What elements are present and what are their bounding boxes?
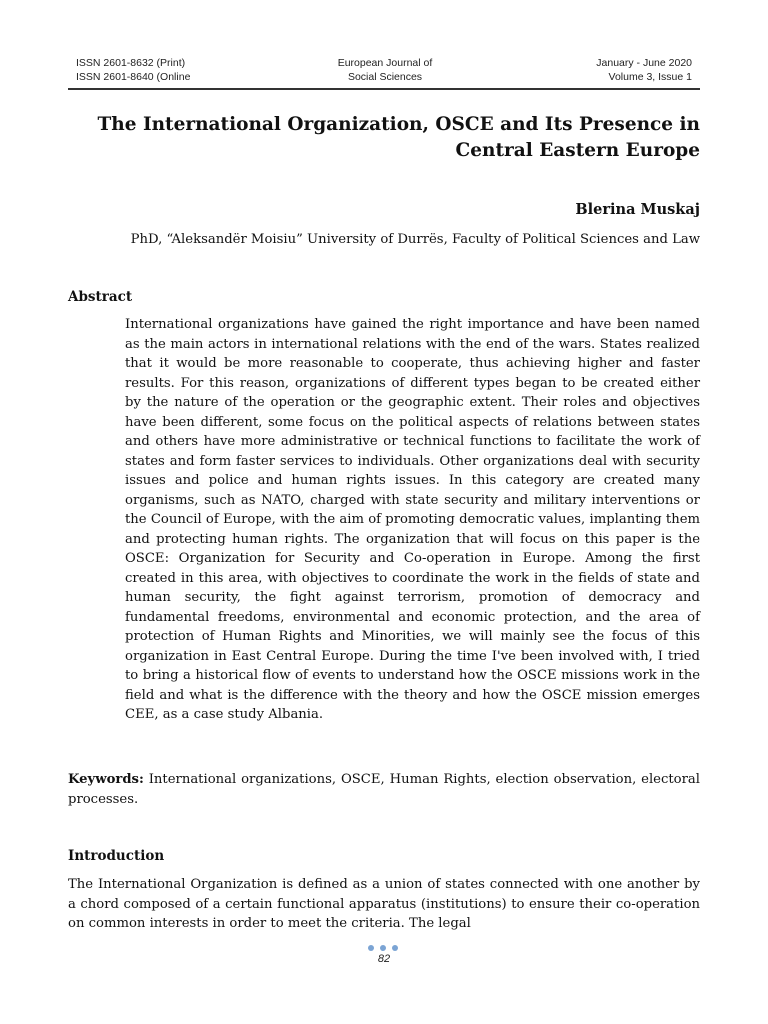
ornament-dot: [392, 945, 398, 951]
header-divider: [68, 88, 700, 90]
abstract-heading: Abstract: [68, 289, 133, 305]
ornament-dot: [368, 945, 374, 951]
footer-dots-ornament: [368, 945, 400, 953]
issue-date: January - June 2020: [596, 57, 692, 69]
ornament-dot: [380, 945, 386, 951]
keywords-label: Keywords:: [68, 772, 144, 787]
title-line-1: The International Organization, OSCE and Its Presence in: [97, 114, 700, 135]
introduction-heading: Introduction: [68, 848, 165, 864]
running-header: [70, 56, 700, 88]
journal-line-2: Social Sciences: [347, 71, 423, 83]
author-name: Blerina Muskaj: [575, 201, 700, 218]
issue-info: [596, 56, 692, 84]
issn-print: ISSN 2601-8632 (Print): [76, 57, 186, 69]
article-title: [68, 112, 700, 164]
author-affiliation: PhD, “Aleksandër Moisiu” University of Durrës, Faculty of Political Sciences and Law: [130, 232, 700, 247]
issn-online: ISSN 2601-8640 (Online: [76, 71, 191, 83]
title-line-2: Central Eastern Europe: [455, 140, 700, 161]
keywords-paragraph: [68, 770, 700, 809]
page-number: 82: [377, 953, 391, 965]
abstract-text: International organizations have gained the right importance and have been named as the main actors in international relations with the end of the wars. States realized that it would be more reasonable to cooperate, thus achieving higher and faster results. For this reason, organizations of different types began to be created either by the nature of the operation or the geographic extent. Their roles and objectives have been different, some focus on the political aspects of relations between states and others have more administrative or technical functions to facilitate the work of states and form faster services to individuals. Other organizations deal with security issues and police and human rights issues. In this category are created many organisms, such as NATO, charged with state security and military interventions or the Council of Europe, with the aim of promoting democratic values, implanting them and protecting human rights. The organization that will focus on this paper is the OSCE: Organization for Security and Co-operation in Europe. Among the first created in this area, with objectives to coordinate the work in the fields of state and human security, the fight against terrorism, promotion of democracy and fundamental freedoms, environmental and economic protection, and the area of protection of Human Rights and Minorities, we will mainly see the focus of this organization in East Central Europe. During the time I've been involved with, I tried to bring a historical flow of events to understand how the OSCE missions work in the field and what is the difference with the theory and how the OSCE mission emerges CEE, as a case study Albania.: [125, 317, 700, 722]
keywords-text: International organizations, OSCE, Human Rights, election observation, electoral processes.: [68, 772, 700, 807]
issue-volume: Volume 3, Issue 1: [608, 71, 692, 83]
introduction-text: The International Organization is defined as a union of states connected with one another by a chord composed of a certain functional apparatus (institutions) to ensure their co-operation on common interests in order to meet the criteria. The legal: [68, 877, 700, 931]
journal-line-1: European Journal of: [337, 57, 433, 69]
